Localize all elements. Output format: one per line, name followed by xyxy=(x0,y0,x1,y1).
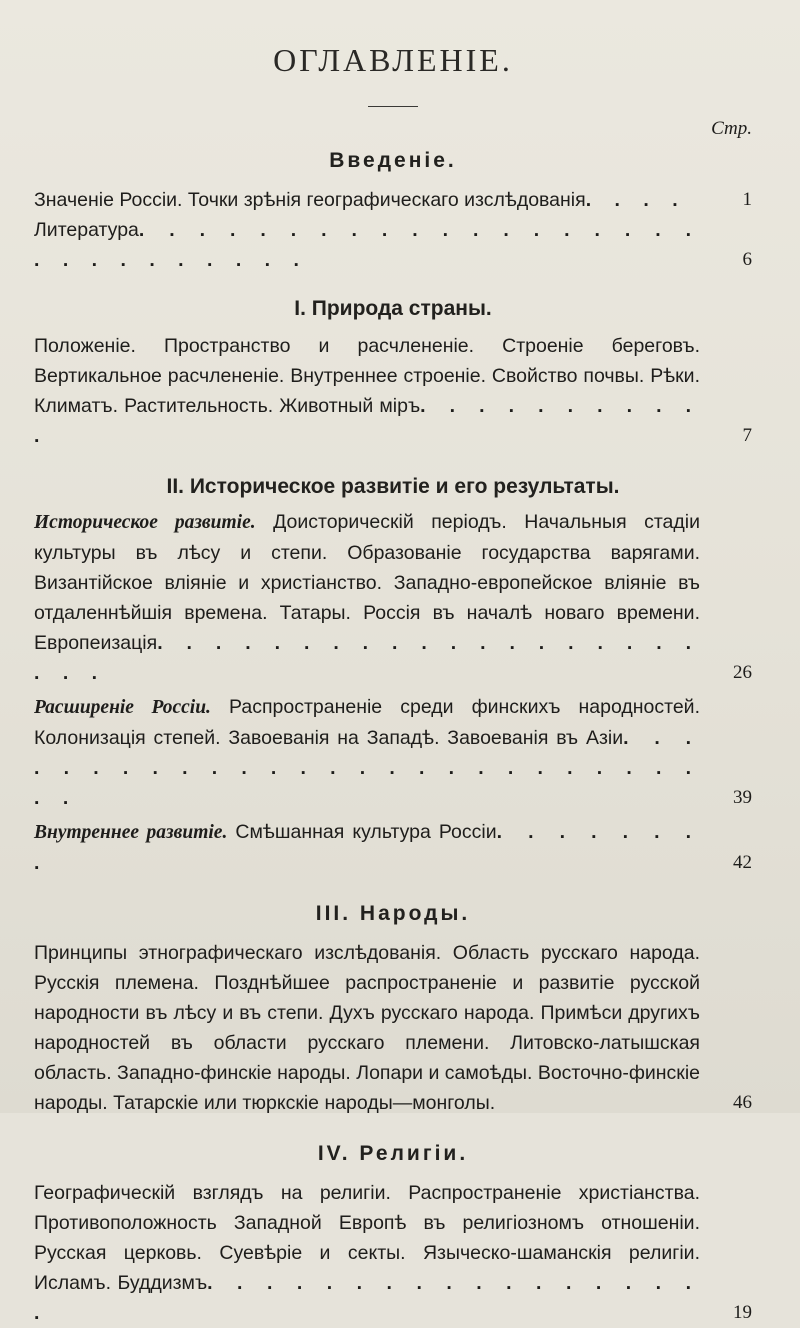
entry-text: Литература xyxy=(34,219,139,241)
entry-lead: Внутреннее развитіе. xyxy=(34,822,228,843)
entry-text: Доисторическій періодъ. Начальныя стадіи культуры въ лѣсу и степи. Образованіе государства варягами. Византійское вліяніе и христіанство. Западно-европейское вліяніе въ отдаленнѣйшія времена. Татары. Россія въ началѣ новаго времени. Европеизація xyxy=(34,511,700,654)
page-column-label: Стр. xyxy=(711,118,752,139)
section-heading-religions: IV. Религіи. xyxy=(317,1142,469,1165)
entry-text: Положеніе. Пространство и расчлененіе. Строеніе береговъ. Вертикальное расчлененіе. Внутреннее строеніе. Свойство почвы. Рѣки. Климатъ. Растительность. Животный міръ xyxy=(34,335,700,417)
toc-entry[interactable] xyxy=(34,507,752,688)
entry-text: Географическій взглядъ на религіи. Распространеніе христіанства. Противоположность Западной Европѣ въ религіозномъ отношеніи. Русская церковь. Суевѣріе и секты. Языческо-шаманскія религіи. Исламъ. Буддизмъ xyxy=(34,1182,700,1294)
entry-page-number: 7 xyxy=(742,425,752,446)
leader-dots: . . . . . . . . . . . . . . . . . . . . . . . . . . . . xyxy=(34,727,701,809)
toc-entry[interactable] xyxy=(34,692,752,813)
leader-dots: . . . . . . . . . . . . . . . . . . . . . . . . . . . . . xyxy=(34,219,700,271)
entry-page-number: 42 xyxy=(733,852,752,873)
section-heading-nature: I. Природа страны. xyxy=(294,297,492,320)
entry-lead: Историческое развитіе. xyxy=(34,512,256,533)
section-heading-peoples: III. Народы. xyxy=(315,902,471,925)
title-divider xyxy=(368,106,418,107)
leader-dots: . . . . xyxy=(585,189,687,211)
entry-page-number: 26 xyxy=(733,662,752,683)
toc-entry[interactable] xyxy=(34,1178,752,1328)
entry-text: Смѣшанная культура Россіи xyxy=(235,821,497,843)
entry-page-number: 19 xyxy=(733,1302,752,1323)
page-title: ОГЛАВЛЕНІЕ. xyxy=(273,42,513,78)
entry-page-number: 39 xyxy=(733,787,752,808)
section-heading-history: II. Историческое развитіе и его результаты. xyxy=(166,475,620,498)
entry-text: Значеніе Россіи. Точки зрѣнія географическаго изслѣдованія xyxy=(34,189,586,211)
entry-page-number: 46 xyxy=(733,1092,752,1113)
toc-entry[interactable] xyxy=(34,215,752,275)
leader-dots: . . . . . . . . . . . xyxy=(34,395,700,447)
entry-text: Принципы этнографическаго изслѣдованія. Область русскаго народа. Русскія племена. Позднѣйшее распространеніе и развитіе русской народности въ лѣсу и въ степи. Духъ русскаго народа. Примѣси другихъ народностей въ области русскаго племени. Литовско-латышская область. Западно-финскіе народы. Лопари и самоѣды. Восточно-финскіе народы. Татарскіе или тюркскіе народы—монголы. xyxy=(34,942,700,1114)
toc-entry[interactable] xyxy=(34,331,752,451)
leader-dots: . . . . . . . . . . . . . . . . . . xyxy=(34,1272,700,1324)
entry-page-number: 6 xyxy=(742,249,752,270)
entry-lead: Расширеніе Россіи. xyxy=(34,697,211,718)
entry-page-number: 1 xyxy=(742,189,752,210)
toc-entry[interactable] xyxy=(34,938,752,1118)
leader-dots: . . . . . . . . xyxy=(34,821,700,874)
leader-dots: . . . . . . . . . . . . . . . . . . . . . . xyxy=(34,632,700,684)
toc-entry[interactable] xyxy=(34,817,752,878)
entry-text: Распространеніе среди финскихъ народностей. Колонизація степей. Завоеванія на Западѣ. Завоеванія въ Азіи xyxy=(34,696,700,749)
section-heading-intro: Введеніе. xyxy=(329,149,457,172)
toc-entry[interactable] xyxy=(34,185,752,215)
